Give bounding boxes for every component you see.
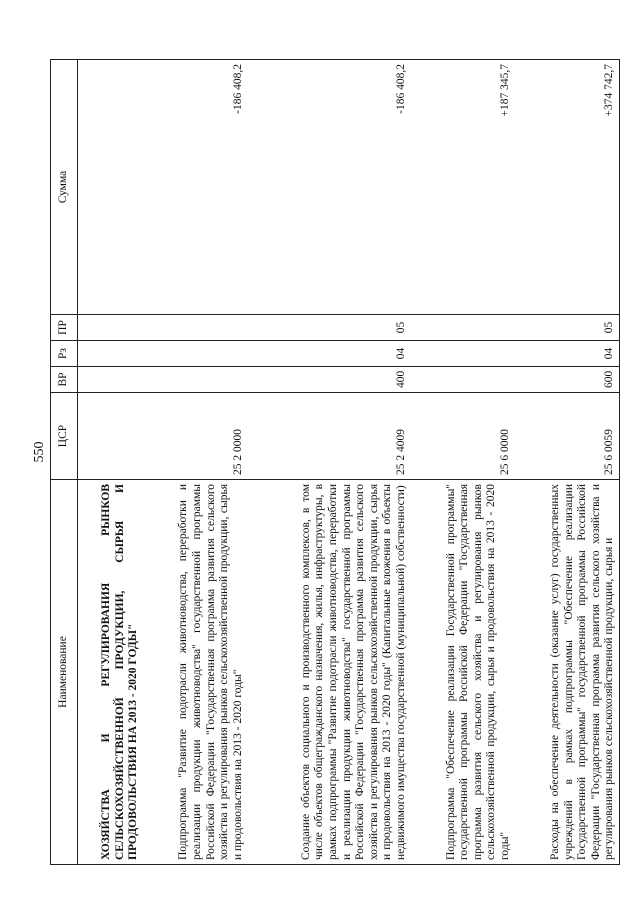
row-sum: -186 408,2 (247, 60, 410, 315)
row-name: Подпрограмма "Обеспечение реализации Государственной программы" государственной программы Российской Федерации "Государственная программа развития сельского хозяйства и регулирования рынков сельскохозяйственной продукции, сырья и продовольствия на 2013 - 2020 годы" (410, 480, 514, 865)
header-vr: ВР (51, 367, 78, 393)
row-csr: 25 6 0000 (410, 393, 514, 480)
table-row (143, 60, 247, 865)
rotated-page-content (50, 60, 620, 865)
header-csr: ЦСР (51, 393, 78, 480)
row-sum: +187 345,7 (410, 60, 514, 315)
budget-table (50, 59, 620, 865)
row-pr (143, 315, 247, 341)
row-rz (410, 341, 514, 367)
table-row (247, 60, 410, 865)
row-csr: 25 2 0000 (143, 393, 247, 480)
row-pr: 05 (515, 315, 620, 341)
row-sum: +374 742,7 (515, 60, 620, 315)
row-csr: 25 6 0059 (515, 393, 620, 480)
header-sum: Сумма (51, 60, 78, 315)
row-pr: 05 (247, 315, 410, 341)
row-name: Расходы на обеспечение деятельности (оказание услуг) государственных учреждений в рамках подпрограммы "Обеспечение реализации Государственной программы" государственной программы Российской Федерации "Государственная программа развития сельского хозяйства и регулирования рынков сельскохозяйственной продукции, сырья и (515, 480, 620, 865)
row-csr (78, 393, 144, 480)
header-rz: Рз (51, 341, 78, 367)
row-csr: 25 2 4009 (247, 393, 410, 480)
table-header-row (51, 60, 78, 865)
row-pr (410, 315, 514, 341)
row-rz: 04 (515, 341, 620, 367)
row-vr (143, 367, 247, 393)
table-row (78, 60, 144, 865)
row-sum: -186 408,2 (143, 60, 247, 315)
row-name: Создание объектов социального и производственного комплексов, в том числе объектов общегражданского назначения, жилья, инфраструктуры, в рамках подпрограммы "Развитие подотрасли животноводства, переработки и реализации продукции животноводства" государственной программы Российской Федерации "Государственная программа развития сельского хозяйства и регулирования рынков сельскохозяйственной продукции, сырья и продовольствия на 2013 - 2020 годы" (Капитальные вложения в объекты недвижимого имущества государственной (муниципальной) собственности) (247, 480, 410, 865)
row-name: Подпрограмма "Развитие подотрасли животноводства, переработки и реализации продукции животноводства" государственной программы Российской Федерации "Государственная программа развития сельского хозяйства и регулирования рынков сельскохозяйственной продукции, сырья и продовольствия на 2013 - 2020 годы" (143, 480, 247, 865)
header-name: Наименование (51, 480, 78, 865)
row-vr: 400 (247, 367, 410, 393)
row-vr (410, 367, 514, 393)
table-row (515, 60, 620, 865)
row-vr: 600 (515, 367, 620, 393)
row-rz: 04 (247, 341, 410, 367)
row-name: ХОЗЯЙСТВА И РЕГУЛИРОВАНИЯ РЫНКОВ СЕЛЬСКОХОЗЯЙСТВЕННОЙ ПРОДУКЦИИ, СЫРЬЯ И ПРОДОВОЛЬСТВИЯ НА 2013 - 2020 ГОДЫ" (78, 480, 144, 865)
row-rz (78, 341, 144, 367)
row-vr (78, 367, 144, 393)
table-row (410, 60, 514, 865)
row-rz (143, 341, 247, 367)
row-pr (78, 315, 144, 341)
page-number: 550 (32, 441, 47, 463)
header-pr: ПР (51, 315, 78, 341)
row-sum (78, 60, 144, 315)
